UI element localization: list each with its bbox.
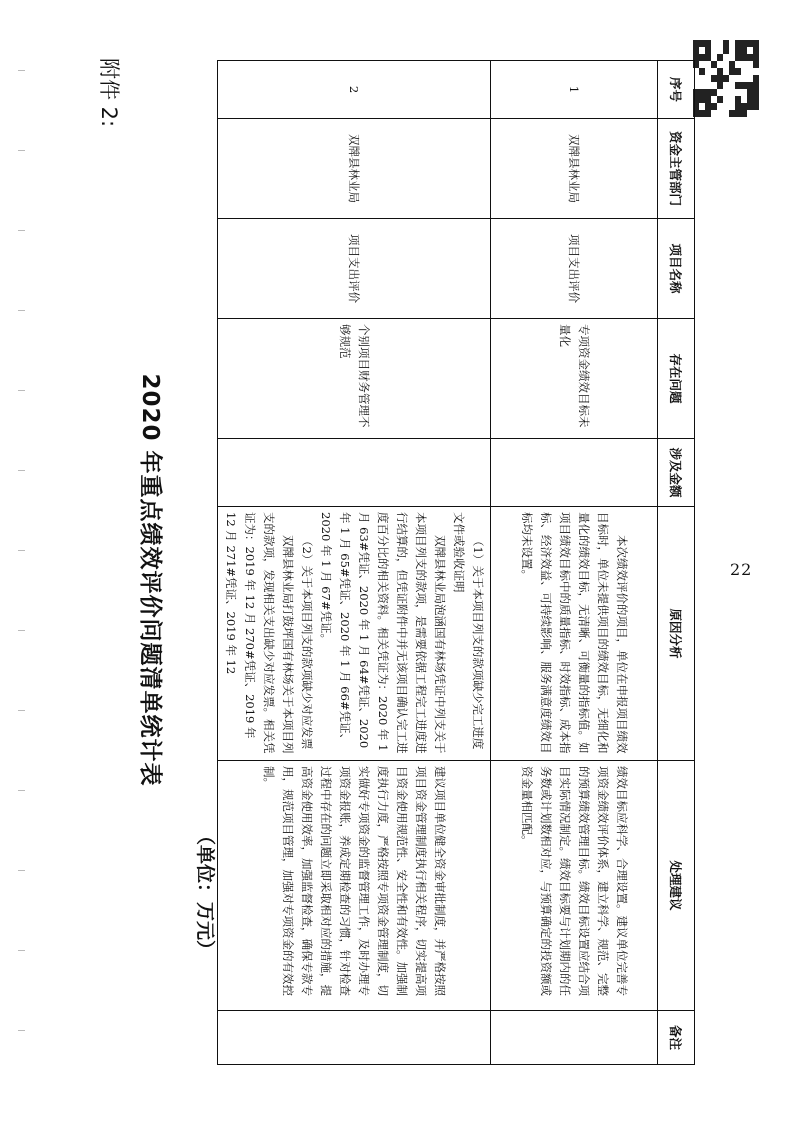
cell-project: 项目支出评价: [491, 219, 658, 319]
cell-amount: [491, 439, 658, 507]
cell-problem: 个别项目财务管理不够规范: [218, 319, 491, 439]
cell-suggestion: [491, 761, 658, 1011]
col-header-remark: 备注: [658, 1011, 695, 1065]
analysis-paragraph: （2）关于本项目列支的款项缺少对应发票: [300, 535, 314, 750]
col-header-problem: 存在问题: [658, 319, 695, 439]
suggestion-paragraph: 建议项目单位健全资金审批制度，并严格按照项目资金管理制度执行相关程序，切实提高项目资金使用规范性、安全性和有效性。加强制度执行力度，严格按照专项资金管理制度，切实做好专项资金的监督管理工作，及时办理专项资金报账，养成定期检查的习惯，针对检查过程中存在的问题立即采取相对应的措施，提高资金使用效率，加强监督检查，确保专款专用，规范项目管理，加强对专项资金的有效控制。: [262, 766, 447, 996]
col-header-department: 资金主管部门: [658, 119, 695, 219]
table-row: [218, 61, 491, 1065]
cell-amount: [218, 439, 491, 507]
col-header-analysis: 原因分析: [658, 507, 695, 761]
cell-analysis: [218, 507, 491, 761]
problem-list-table: [217, 60, 695, 1065]
cell-seq: 1: [491, 61, 658, 119]
cell-seq: 2: [218, 61, 491, 119]
cell-project: 项目支出评价: [218, 219, 491, 319]
analysis-paragraph: 本次绩效评价的项目，单位在申报项目绩效目标时，单位未提供项目的绩效目标，无细化和量化的绩效目标，无清晰、可衡量的指标值。如项目绩效目标中的质量指标、时效指标、成本指标、经济效益、可持续影响、服务满意度绩效目标均未设置。: [520, 512, 629, 754]
cell-suggestion: [218, 761, 491, 1011]
analysis-paragraph: （1）关于本项目列支的款项缺少完工进度文件或验收证明: [452, 512, 485, 750]
analysis-paragraph: 双牌县林业局泡涵国有林场凭证中列支关于本项目列支的款项，是需要依据工程完工进度进行结算的，但凭证附件中并无该项目确认完工进度百分比的相关资料。相关凭证为：2020 年 1 月 63#凭证、2020 年 1 月 64#凭证、2020 年 1 月 65#凭证、2020 年 1 月 66#凭证、2020 年 1 月 67#凭证。: [319, 512, 447, 754]
document-title: 2020 年重点绩效评价问题清单统计表: [137, 373, 163, 787]
col-header-suggestion: 处理建议: [658, 761, 695, 1011]
cell-remark: [491, 1011, 658, 1065]
col-header-amount: 涉及金额: [658, 439, 695, 507]
suggestion-paragraph: 绩效目标应科学、合理设置。建议单位完善专项资金绩效评价体系，建立科学、规范、完整的预算绩效管理目标。绩效目标设置应结合项目实际情况制定。绩效目标要与计划期内的任务数或计划数相对应，与预算确定的投资额或资金量相匹配。: [520, 766, 629, 996]
attachment-label: 附件 2:: [97, 58, 121, 128]
analysis-paragraph: 双牌县林业局打鼓坪国有林场关于本项目列支的款项，发现相关支出缺少对应发票。相关凭证为：2019 年 12 月 270#凭证、2019 年 12 月 271#凭证、2019 年 12: [224, 512, 295, 754]
cell-analysis: [491, 507, 658, 761]
page-number: 22: [730, 560, 753, 579]
cell-problem: 专项资金绩效目标未量化: [491, 319, 658, 439]
unit-label: （单位：万元）: [194, 826, 216, 960]
cell-department: 双牌县林业局: [491, 119, 658, 219]
cell-remark: [218, 1011, 491, 1065]
col-header-project: 项目名称: [658, 219, 695, 319]
table-row: [491, 61, 658, 1065]
cell-department: 双牌县林业局: [218, 119, 491, 219]
col-header-seq: 序号: [658, 61, 695, 119]
table-header-row: [658, 61, 695, 1065]
